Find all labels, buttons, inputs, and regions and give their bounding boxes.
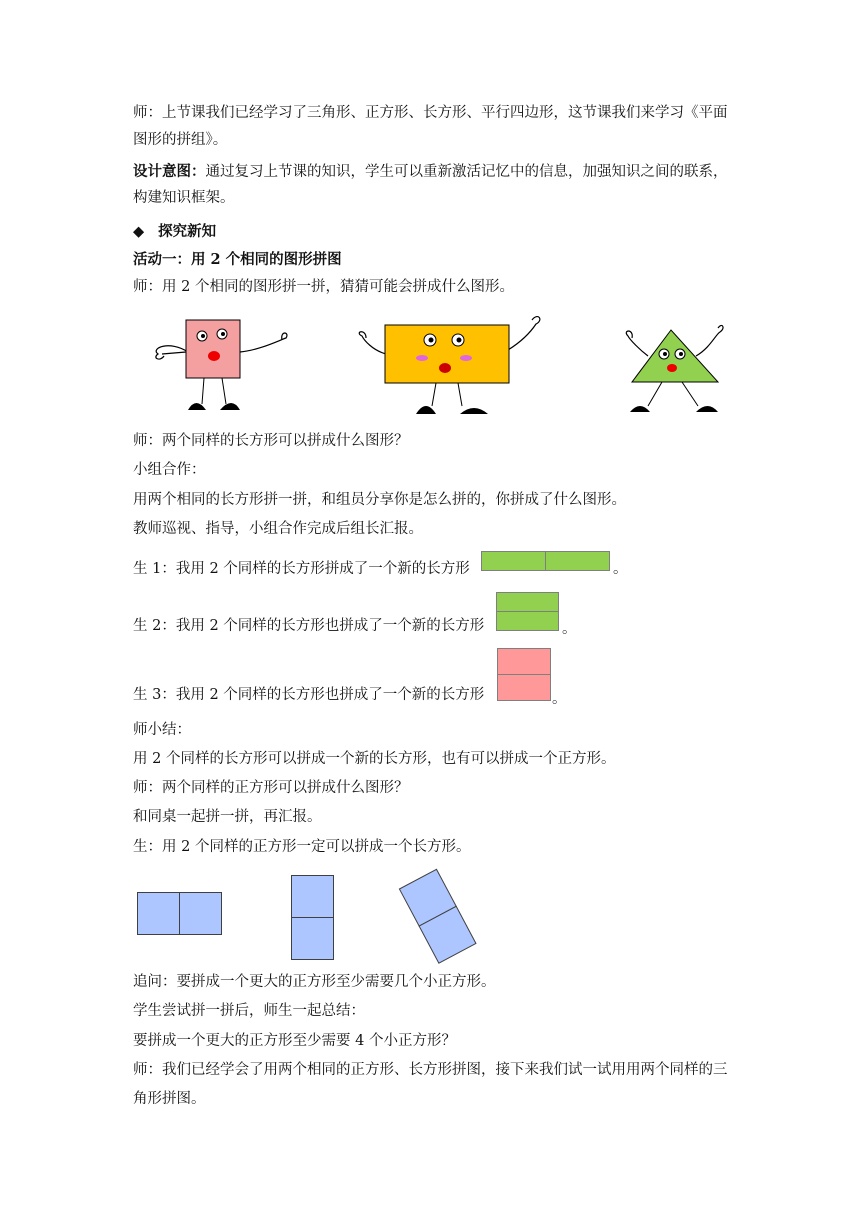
blue-tilted-pair [399,869,476,963]
question-rectangles [133,428,761,455]
text-line: 小组合作： [133,462,206,478]
text-line: 图形的拼组》。 [133,132,228,148]
section-title: 探究新知 [158,223,217,240]
activity-label: 活动一：用 2 个相同的图形拼图 [133,251,342,268]
closing-2 [133,1086,761,1113]
text-line: 构建知识框架。 [133,190,235,206]
text-line: 生：用 2 个同样的正方形一定可以拼成一个长方形。 [133,839,471,855]
student-2 [133,613,761,640]
text-line: 追问：要拼成一个更大的正方形至少需要几个小正方形。 [133,974,496,990]
student-3 [133,682,761,709]
text-line: 角形拼图。 [133,1091,206,1107]
summary [133,746,761,773]
bullet-icon: ◆ [133,223,145,240]
need-four [133,1028,761,1055]
text-line: 和同桌一起拼一拼，再汇报。 [133,809,322,825]
period-text: 。 [552,691,567,707]
triangle-character-icon [626,325,723,412]
text-line: 教师巡视、指导，小组合作完成后组长汇报。 [133,521,423,537]
text-line: 学生尝试拼一拼后，师生一起总结： [133,1003,365,1019]
period-text: 。 [613,561,628,577]
green-horizontal-rect-figure [481,551,611,573]
text-line: 生 3：我用 2 个同样的长方形也拼成了一个新的长方形 [133,687,485,703]
activity-title [133,246,761,273]
group-label [133,457,761,484]
question-squares [133,775,761,802]
text-line: 师：用 2 个相同的图形拼一拼，猜猜可能会拼成什么图形。 [133,279,514,295]
group-task [133,487,761,514]
text-line: 师：两个同样的正方形可以拼成什么图形？ [133,780,409,796]
green-stacked-rect-figure [496,592,560,632]
text-line: 师：我们已经学会了用两个相同的正方形、长方形拼图，接下来我们试一试用用两个同样的三 [133,1062,728,1078]
text-line: 师小结： [133,722,191,738]
student-answer [133,834,761,861]
rectangle-character-icon [359,317,540,414]
closing-1 [133,1057,761,1084]
paragraph-guess [133,274,761,301]
desk-task [133,804,761,831]
paragraph-intro-2 [133,127,761,154]
blue-squares-figures [137,868,497,968]
shape-characters-illustration [140,310,740,420]
text-line: 通过复习上节课的知识，学生可以重新激活记忆中的信息，加强知识之间的联系， [205,164,728,180]
text-line: 师：两个同样的长方形可以拼成什么图形？ [133,433,409,449]
student-1 [133,556,761,583]
period-text: 。 [562,621,577,637]
blue-vertical-pair [292,876,334,960]
summary-label [133,717,761,744]
paragraph-intro-1 [133,100,761,127]
section-heading [133,218,761,245]
design-intent [133,158,761,186]
design-intent-2 [133,185,761,212]
blue-horizontal-pair [138,893,222,935]
follow-up [133,969,761,996]
design-intent-label: 设计意图： [133,163,206,180]
text-line: 用 2 个同样的长方形可以拼成一个新的长方形，也有可以拼成一个正方形。 [133,751,616,767]
text-line: 用两个相同的长方形拼一拼，和组员分享你是怎么拼的，你拼成了什么图形。 [133,492,626,508]
text-line: 要拼成一个更大的正方形至少需要 4 个小正方形？ [133,1033,456,1049]
text-line: 生 1：我用 2 个同样的长方形拼成了一个新的长方形 [133,561,470,577]
text-line: 师：上节课我们已经学习了三角形、正方形、长方形、平行四边形，这节课我们来学习《平面 [133,105,728,121]
teacher-guidance [133,516,761,543]
pink-square-figure [497,648,552,702]
try-summary [133,998,761,1025]
text-line: 生 2：我用 2 个同样的长方形也拼成了一个新的长方形 [133,618,485,634]
square-character-icon [156,320,287,410]
